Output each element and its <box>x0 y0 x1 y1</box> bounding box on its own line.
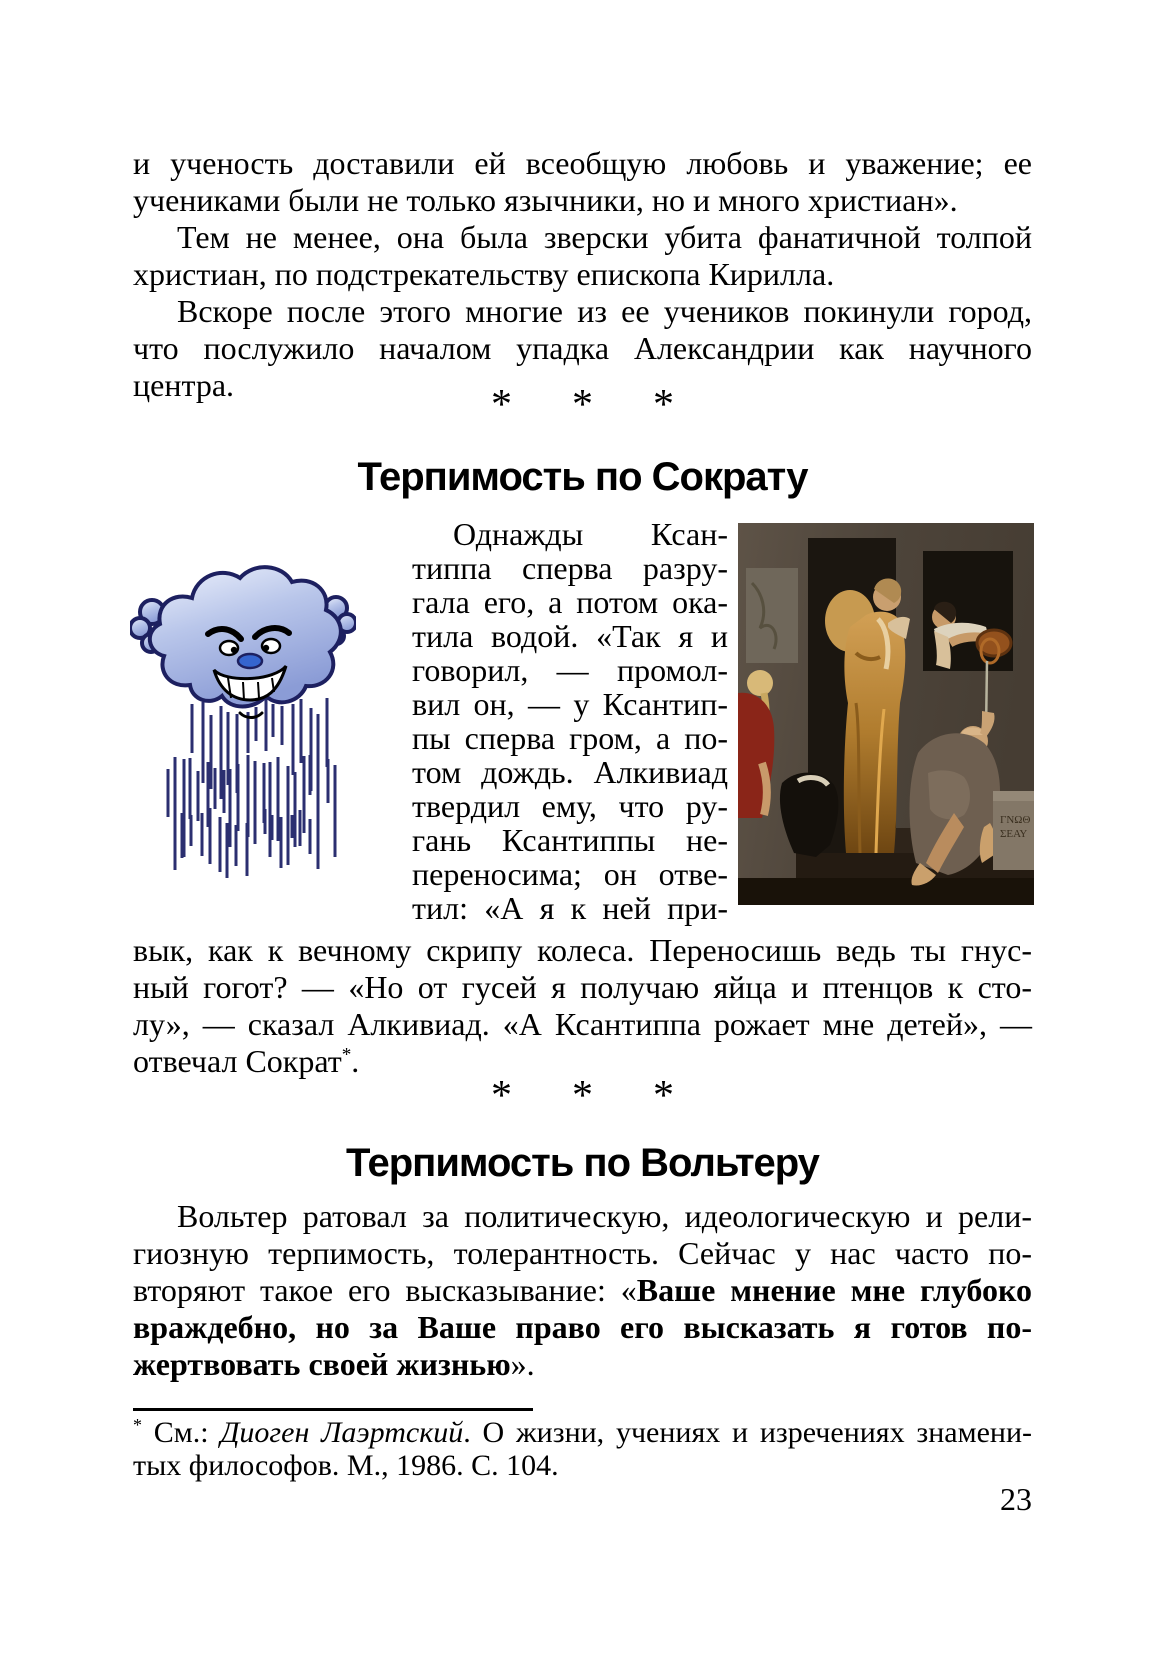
socrates-paragraph-continuation <box>133 932 1032 1080</box>
footnote <box>133 1416 1032 1482</box>
intro-paragraphs <box>133 145 1032 404</box>
socrates-column-text <box>412 517 728 925</box>
text-line: твердил ему, что ру- <box>412 788 728 824</box>
text-line: * См.: Диоген Лаэртский. О жизни, учениях и изречениях знамени- <box>133 1415 1032 1449</box>
text-line: том дождь. Алкивиад <box>412 754 728 790</box>
text-line: гиозную терпимость, толерантность. Сейчас у нас часто по- <box>133 1235 1032 1271</box>
text-line: вторяют такое его высказывание: «Ваше мнение мне глубоко <box>133 1272 1033 1308</box>
painting-inscription-line1: ΓΝΩΘ <box>1000 814 1031 826</box>
page-number: 23 <box>1000 1481 1032 1517</box>
socrates-painting <box>738 523 1034 905</box>
painting-step <box>738 878 1034 905</box>
text-line: христиан, по подстрекательству епископа Кирилла. <box>133 256 835 292</box>
text-line: Тем не менее, она была зверски убита фанатичной толпой <box>177 219 1032 255</box>
text-line: говорил, — промол- <box>412 652 728 688</box>
text-line: Вольтер ратовал за политическую, идеологическую и рели- <box>177 1198 1032 1234</box>
painting-boy-head <box>747 670 773 696</box>
text-line: тила водой. «Так я и <box>412 618 728 654</box>
text-line: ный гогот? — «Но от гусей я получаю яйца и птенцов к сто- <box>133 969 1032 1005</box>
text-line: что послужило началом упадка Александрии как научного <box>133 330 1032 366</box>
asterisk-separator <box>133 1073 1032 1119</box>
section-heading-voltaire: Терпимость по Вольтеру <box>346 1141 819 1185</box>
rain-streaks <box>168 698 335 878</box>
nose <box>238 654 262 668</box>
text-line: гань Ксантиппы не- <box>412 822 728 858</box>
text-line: жертвовать своей жизнью». <box>133 1346 535 1382</box>
text-line: вык, как к вечному скрипу колеса. Переносишь ведь ты гнус- <box>133 932 1032 968</box>
asterisk: * <box>491 1073 512 1119</box>
text-line: лу», — сказал Алкивиад. «А Ксантиппа рожает мне детей», — <box>133 1006 1032 1042</box>
section-heading-socrates: Терпимость по Сократу <box>357 455 808 499</box>
text-line: тил: «А я к ней при- <box>412 890 728 926</box>
painting-wall-print <box>746 568 798 663</box>
footnote-rule <box>133 1408 533 1411</box>
text-line: враждебно, но за Ваше право его высказать я готов по- <box>133 1309 1032 1345</box>
painting-inscription-line2: ΣΕΑΥ <box>1000 828 1028 840</box>
voltaire-paragraph <box>133 1198 1032 1383</box>
asterisk: * <box>653 1073 674 1119</box>
asterisk: * <box>572 1073 593 1119</box>
text-line: типпа сперва разру- <box>412 550 728 586</box>
text-line: Однажды Ксан- <box>453 516 728 552</box>
asterisk: * <box>653 382 674 428</box>
text-line: и ученость доставили ей всеобщую любовь и уважение; ее <box>133 145 1032 181</box>
text-line: учениками были не только язычники, но и много христиан». <box>133 182 958 218</box>
text-line: тых философов. М., 1986. С. 104. <box>133 1449 559 1482</box>
text-line: центра. <box>133 367 235 403</box>
text-line: отвечал Сократ*. <box>133 1043 360 1079</box>
asterisk: * <box>572 382 593 428</box>
rain-cloud-illustration <box>130 540 356 890</box>
painting-woman-gown <box>844 612 905 853</box>
text-line: Вскоре после этого многие из ее учеников покинули город, <box>177 293 1032 329</box>
text-line: вил он, — у Ксантип- <box>412 686 728 722</box>
text-line: переносима; он отве- <box>412 856 728 892</box>
asterisk: * <box>491 382 512 428</box>
text-line: гала его, а потом ока- <box>412 584 728 620</box>
chin-line <box>240 713 262 718</box>
text-line: пы сперва гром, а по- <box>412 720 728 756</box>
